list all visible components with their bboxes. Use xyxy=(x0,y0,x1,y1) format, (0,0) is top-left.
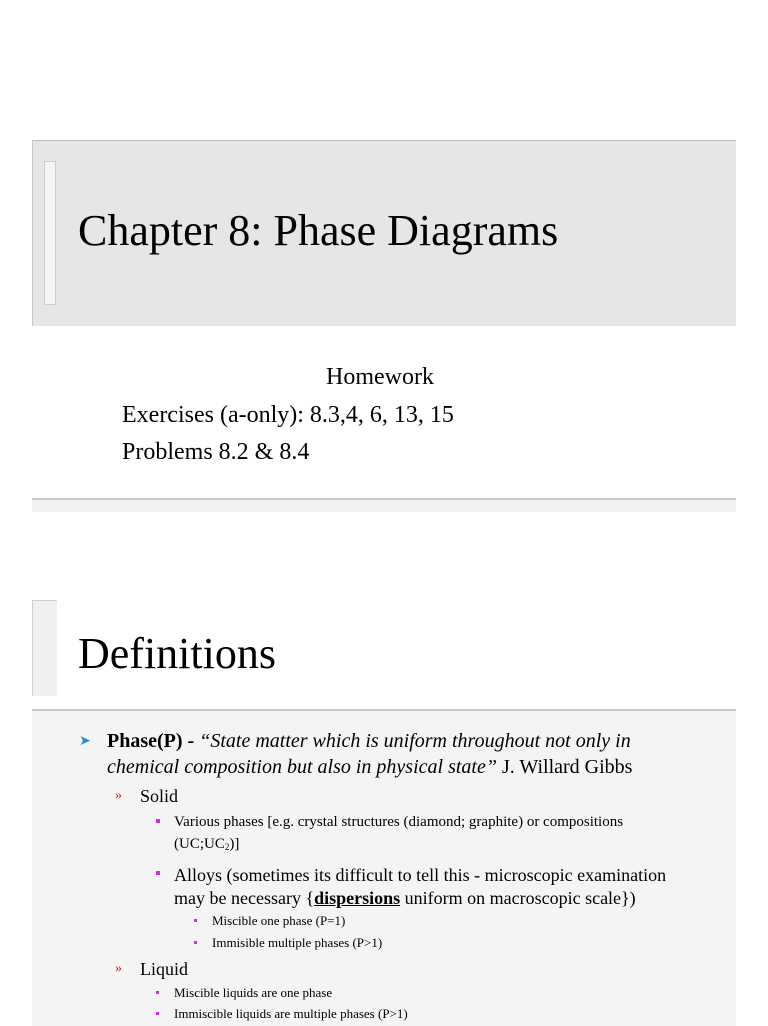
title-accent-bar xyxy=(32,600,57,696)
phase-quote-line1: “State matter which is uniform throughout not only in xyxy=(199,730,631,752)
solid-item1-line2 xyxy=(174,833,239,858)
slide-title: Chapter 8: Phase Diagrams xyxy=(78,206,559,255)
slide-chapter-title xyxy=(32,140,736,512)
phase-author: J. Willard Gibbs xyxy=(496,756,633,778)
phase-definition-line1 xyxy=(107,729,631,754)
solid-item2-line1: Alloys (sometimes its difficult to tell this - microscopic examination xyxy=(174,865,667,885)
phase-dash: - xyxy=(182,730,200,752)
liquid-item2: Immiscible liquids are multiple phases (P>1) xyxy=(174,1006,408,1021)
homework-heading: Homework xyxy=(326,364,434,390)
solid-item1-uc: (UC;UC xyxy=(174,836,225,852)
solid-sub1: Miscible one phase (P=1) xyxy=(212,913,346,928)
liquid-label: Liquid xyxy=(140,959,188,979)
phase-definition-line2 xyxy=(107,755,632,780)
dispersions-term: dispersions xyxy=(314,888,401,908)
slide-title: Definitions xyxy=(78,629,276,678)
exercises-line: Exercises (a-only): 8.3,4, 6, 13, 15 xyxy=(122,402,454,428)
raquo-bullet-icon: » xyxy=(115,788,122,803)
square-bullet-icon xyxy=(194,919,197,922)
title-accent-bar xyxy=(44,161,56,305)
slide-content xyxy=(32,709,736,1026)
square-bullet-icon xyxy=(156,871,160,875)
solid-item2-line2 xyxy=(174,887,636,909)
slide-definitions xyxy=(32,600,736,1024)
solid-item1-subscript: 2 xyxy=(224,842,230,852)
solid-item1-close: )] xyxy=(229,836,240,852)
solid-sub2: Immisible multiple phases (P>1) xyxy=(212,935,383,950)
problems-line: Problems 8.2 & 8.4 xyxy=(122,439,310,465)
solid-item2-text-b: uniform on macroscopic scale}) xyxy=(400,888,636,908)
square-bullet-icon xyxy=(194,941,197,944)
phase-quote-line2: chemical composition but also in physical state” xyxy=(107,756,497,778)
left-edge-line xyxy=(32,141,33,326)
slide-body xyxy=(32,326,736,498)
solid-label: Solid xyxy=(140,786,179,806)
square-bullet-icon xyxy=(156,991,159,994)
square-bullet-icon xyxy=(156,819,160,823)
solid-item1-line1: Various phases [e.g. crystal structures (diamond; graphite) or compositions xyxy=(174,814,624,830)
arrow-bullet-icon: ➤ xyxy=(79,734,91,749)
phase-term: Phase(P) xyxy=(107,730,183,752)
raquo-bullet-icon: » xyxy=(115,961,122,976)
solid-item2-text-a: may be necessary { xyxy=(174,888,315,908)
slide-bottom-rule xyxy=(32,498,736,500)
square-bullet-icon xyxy=(156,1012,159,1015)
liquid-item1: Miscible liquids are one phase xyxy=(174,985,333,1000)
